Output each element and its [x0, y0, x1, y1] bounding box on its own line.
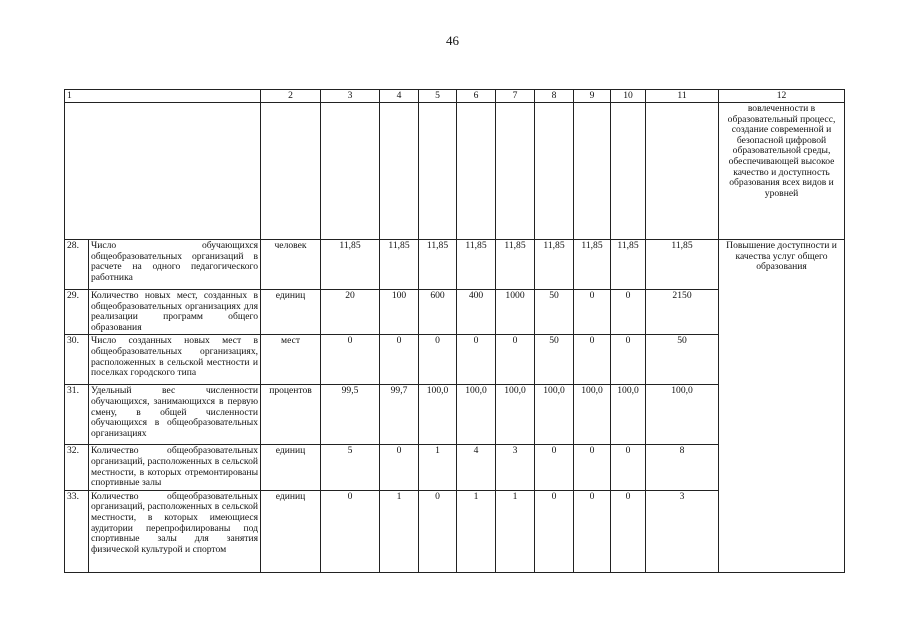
value-cell: 11,85: [321, 240, 380, 290]
value-cell: 0: [380, 445, 419, 490]
value-cell: 0: [611, 490, 646, 572]
row-number: 30.: [65, 335, 89, 385]
value-cell: 11,85: [646, 240, 719, 290]
value-cell: 0: [321, 335, 380, 385]
value-cell: 1: [380, 490, 419, 572]
row-number: 33.: [65, 490, 89, 572]
table-row: [65, 240, 845, 290]
value-cell: 50: [535, 335, 574, 385]
value-cell: 100,0: [496, 385, 535, 445]
header-cell-8: 8: [535, 90, 574, 103]
header-cell-4: 4: [380, 90, 419, 103]
row-number: 31.: [65, 385, 89, 445]
value-cell: 2150: [646, 290, 719, 335]
indicator-name: Количество новых мест, созданных в общеобразовательных организациях для реализации программ общего образования: [89, 290, 261, 335]
header-cell-3: 3: [321, 90, 380, 103]
value-cell: 400: [457, 290, 496, 335]
value-cell: 0: [574, 490, 611, 572]
header-cell-1: 1: [65, 90, 261, 103]
value-cell: 100,0: [574, 385, 611, 445]
value-cell: 100,0: [419, 385, 457, 445]
value-cell: 11,85: [574, 240, 611, 290]
value-cell: 3: [496, 445, 535, 490]
value-cell: 0: [574, 290, 611, 335]
value-cell: 100: [380, 290, 419, 335]
continuation-result: вовлеченности в образовательный процесс, создание современной и безопасной цифровой образовательной среды, обеспечивающей высокое качество и доступность образования всех видов и уровней: [719, 103, 845, 240]
unit-cell: единиц: [261, 445, 321, 490]
value-cell: 20: [321, 290, 380, 335]
value-cell: 0: [457, 335, 496, 385]
value-cell: 0: [380, 335, 419, 385]
value-cell: 0: [611, 335, 646, 385]
value-cell: 11,85: [496, 240, 535, 290]
indicator-name: Число обучающихся общеобразовательных организаций в расчете на одного педагогического работника: [89, 240, 261, 290]
value-cell: 5: [321, 445, 380, 490]
unit-cell: единиц: [261, 290, 321, 335]
value-cell: 0: [535, 490, 574, 572]
value-cell: 100,0: [457, 385, 496, 445]
value-cell: 1: [496, 490, 535, 572]
value-cell: 0: [419, 335, 457, 385]
value-cell: 0: [419, 490, 457, 572]
row-number: 29.: [65, 290, 89, 335]
indicator-name: Число созданных новых мест в общеобразовательных организациях, расположенных в сельской местности и поселках городского типа: [89, 335, 261, 385]
indicator-name: Удельный вес численности обучающихся, занимающихся в первую смену, в общей численности обучающихся в общеобразовательных организациях: [89, 385, 261, 445]
header-row: [65, 90, 845, 103]
value-cell: 0: [611, 445, 646, 490]
value-cell: 11,85: [611, 240, 646, 290]
continuation-row: [65, 103, 845, 240]
value-cell: 4: [457, 445, 496, 490]
value-cell: 0: [574, 335, 611, 385]
value-cell: 1000: [496, 290, 535, 335]
value-cell: 11,85: [457, 240, 496, 290]
value-cell: 0: [611, 290, 646, 335]
result-cell: Повышение доступности и качества услуг общего образования: [719, 240, 845, 573]
value-cell: 1: [419, 445, 457, 490]
value-cell: 600: [419, 290, 457, 335]
unit-cell: человек: [261, 240, 321, 290]
row-number: 32.: [65, 445, 89, 490]
value-cell: 50: [646, 335, 719, 385]
row-number: 28.: [65, 240, 89, 290]
unit-cell: мест: [261, 335, 321, 385]
value-cell: 11,85: [419, 240, 457, 290]
value-cell: 99,5: [321, 385, 380, 445]
value-cell: 100,0: [646, 385, 719, 445]
header-cell-7: 7: [496, 90, 535, 103]
value-cell: 1: [457, 490, 496, 572]
value-cell: 99,7: [380, 385, 419, 445]
unit-cell: процентов: [261, 385, 321, 445]
page-number: 46: [446, 33, 459, 48]
value-cell: 50: [535, 290, 574, 335]
header-cell-10: 10: [611, 90, 646, 103]
value-cell: 11,85: [535, 240, 574, 290]
indicator-name: Количество общеобразовательных организаций, расположенных в сельской местности, в которых отремонтированы спортивные залы: [89, 445, 261, 490]
value-cell: 0: [496, 335, 535, 385]
value-cell: 100,0: [611, 385, 646, 445]
header-cell-12: 12: [719, 90, 845, 103]
header-cell-5: 5: [419, 90, 457, 103]
header-cell-2: 2: [261, 90, 321, 103]
value-cell: 0: [535, 445, 574, 490]
unit-cell: единиц: [261, 490, 321, 572]
value-cell: 11,85: [380, 240, 419, 290]
value-cell: 0: [574, 445, 611, 490]
value-cell: 100,0: [535, 385, 574, 445]
indicators-table: [64, 89, 845, 573]
value-cell: 8: [646, 445, 719, 490]
value-cell: 3: [646, 490, 719, 572]
header-cell-9: 9: [574, 90, 611, 103]
value-cell: 0: [321, 490, 380, 572]
header-cell-6: 6: [457, 90, 496, 103]
indicator-name: Количество общеобразовательных организаций, расположенных в сельской местности, в которых имеющиеся аудитории перепрофилированы под спортивные залы для занятия физической культурой и спортом: [89, 490, 261, 572]
header-cell-11: 11: [646, 90, 719, 103]
